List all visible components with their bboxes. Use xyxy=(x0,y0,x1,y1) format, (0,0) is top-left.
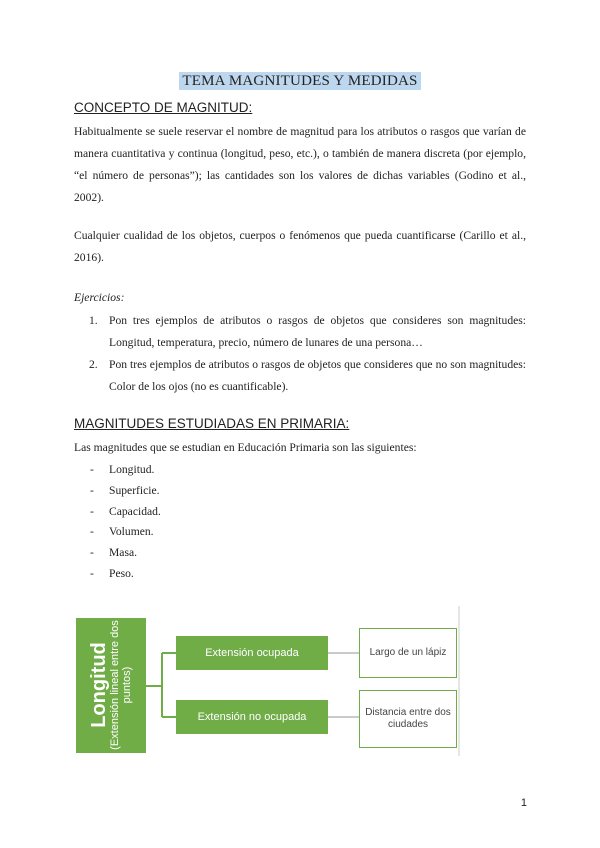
page-number: 1 xyxy=(520,797,527,809)
longitud-diagram xyxy=(76,606,462,756)
main-concept-box xyxy=(76,618,146,753)
leaf-box-lapiz: Largo de un lápiz xyxy=(359,628,457,678)
list-item: - Superficie. xyxy=(90,483,160,497)
magnitudes-list xyxy=(74,460,161,585)
branch-box-no-ocupada: Extensión no ocupada xyxy=(176,700,328,734)
document-title xyxy=(0,73,600,90)
list-item: - Longitud. xyxy=(90,463,155,476)
list-item-label: Masa. xyxy=(109,546,138,560)
paragraph-quality: Cualquier cualidad de los objetos, cuerpos o fenómenos que pueda cuantificarse (Carillo et al., 2016). xyxy=(74,229,526,264)
list-item: - Volumen. xyxy=(90,525,154,539)
branch-box-ocupada: Extensión ocupada xyxy=(176,636,328,670)
list-item-label: Longitud. xyxy=(109,463,155,476)
title-highlight: TEMA MAGNITUDES Y MEDIDAS xyxy=(179,72,420,90)
list-item: - Masa. xyxy=(90,546,138,560)
exercise-text: Pon tres ejemplos de atributos o rasgos de objetos que consideres son magnitudes: Longitud, temperatura, precio, número de lunares de una persona… xyxy=(109,314,526,349)
main-concept-subtitle: (Extensión lineal entre dos puntos) xyxy=(108,620,133,750)
section-heading-magnitudes: MAGNITUDES ESTUDIADAS EN PRIMARIA: xyxy=(74,416,350,431)
exercise-item xyxy=(74,354,526,398)
list-item: - Capacidad. xyxy=(90,504,161,518)
list-item-label: Volumen. xyxy=(109,525,154,539)
list-item-label: Peso. xyxy=(109,566,134,580)
section-heading-concepto: CONCEPTO DE MAGNITUD: xyxy=(74,100,253,115)
list-item-label: Capacidad. xyxy=(109,504,161,518)
paragraph-intro: Las magnitudes que se estudian en Educación Primaria son las siguientes: xyxy=(74,441,417,454)
exercise-list xyxy=(74,310,526,398)
list-item-label: Superficie. xyxy=(109,483,160,497)
exercise-item xyxy=(74,310,526,354)
exercise-number: 2. xyxy=(89,358,98,371)
main-concept-text xyxy=(89,618,133,753)
leaf-box-ciudades: Distancia entre dos ciudades xyxy=(359,690,457,748)
paragraph-definition: Habitualmente se suele reservar el nombre de magnitud para los atributos o rasgos que varían de manera cuantitativa y continua (longitud, peso, etc.), o también de manera discreta (por ejemplo, “el número de personas”); las cantidades son los valores de dichas variables (Godino et al., 2002). xyxy=(74,125,526,204)
diagram-border xyxy=(458,606,460,756)
exercises-label: Ejercicios: xyxy=(74,291,125,304)
exercise-text: Pon tres ejemplos de atributos o rasgos de objetos que consideres que no son magnitudes: Color de los ojos (no es cuantificable). xyxy=(109,358,526,393)
list-item: - Peso. xyxy=(90,566,134,580)
main-concept-title: Longitud xyxy=(87,642,110,728)
exercise-number: 1. xyxy=(89,314,98,327)
